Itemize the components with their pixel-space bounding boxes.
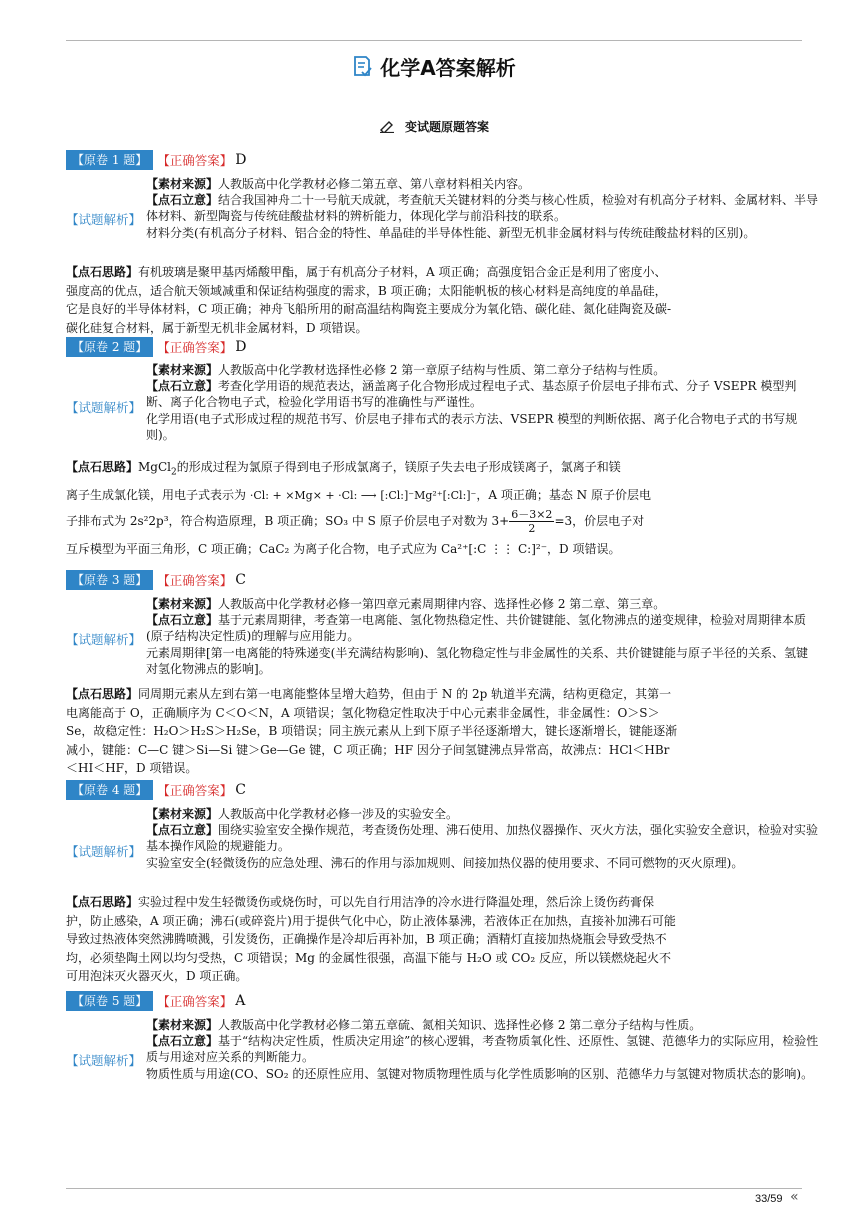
page-number: 33/59	[755, 1193, 783, 1205]
question-header	[66, 150, 247, 170]
pen-icon	[379, 119, 395, 133]
electron-formula-product: [:Cl:]⁻Mg²⁺[:Cl:]⁻	[380, 489, 477, 502]
answer-value: A	[235, 993, 246, 1009]
answer-value: D	[235, 339, 247, 355]
analysis-body: 【素材来源】人教版高中化学教材选择性必修 2 第一章原子结构与性质、第二章分子结构与性质。 【点石立意】考查化学用语的规范表达，涵盖离子化合物形成过程电子式、基态原子价层电子排布式、分子 VSEPR 模型判断、离子化合物电子式，检验化学用语书写的准确性与严谨性。 化学用语(电子式形成过程的规范书写、价层电子排布式的表示方法、VSEPR 模型的判断依据、离子化合物电子式的书写规则)。	[146, 363, 798, 442]
footer-rule	[66, 1188, 802, 1189]
answer-label: 【正确答案】	[157, 573, 233, 588]
think-paragraph: 【点石思路】同周期元素从左到右第一电离能整体呈增大趋势，但由于 N 的 2p 轨道半充满，结构更稳定，其第一电离能高于 O，正确顺序为 C＜O＜N，A 项错误；氢化物稳定性取决于中心元素非金属性，非金属性：O＞S＞Se，故稳定性：H₂O＞H₂S＞H₂Se，B 项错误；同主族元素从上到下原子半径逐渐增大，键长逐渐增长，键能逐渐减小，键能：C—C 键＞Si—Si 键＞Ge—Ge 键，C 项正确；HF 因分子间氢键沸点异常高，故沸点：HCl＜HBr＜HI＜HF，D 项错误。	[66, 687, 678, 775]
question-label: 【原卷 1 题】	[66, 150, 153, 170]
back-arrow-icon[interactable]: «	[790, 1189, 799, 1205]
think-paragraph: 【点石思路】有机玻璃是聚甲基丙烯酸甲酯，属于有机高分子材料，A 项正确；高强度铝合金正是利用了密度小、强度高的优点，适合航天领域减重和保证结构强度的需求，B 项正确；太阳能帆板的核心材料是高纯度的单晶硅，它是良好的半导体材料，C 项正确；神舟飞船所用的耐高温结构陶瓷主要成分为氧化锆、碳化硅、氮化硅陶瓷及碳-碳化硅复合材料，属于新型无机非金属材料，D 项错误。	[66, 265, 672, 335]
section-subtitle: 变试题原题答案	[0, 118, 868, 135]
question-header	[66, 570, 246, 590]
think-line: 离子生成氯化镁，用电子式表示为 ·Cl: + ×Mg× + ·Cl: ⟶ [:Cl:]⁻Mg²⁺[:Cl:]⁻，A 项正确；基态 N 原子价层电	[66, 488, 651, 502]
analysis-body: 【素材来源】人教版高中化学教材必修一第四章元素周期律内容、选择性必修 2 第二章、第三章。 【点石立意】基于元素周期律，考查第一电离能、氢化物热稳定性、共价键键能、氢化物沸点的递变规律，检验对周期律本质(原子结构决定性质)的理解与应用能力。 元素周期律[第一电离能的特殊递变(半充满结构影响)、氢化物稳定性与非金属性的关系、共价键键能与原子半径的关系、氢键对氢化物沸点的影响]。	[146, 597, 809, 676]
answer-label: 【正确答案】	[157, 783, 233, 798]
header-rule	[66, 40, 802, 41]
analysis-label: 【试题解析】	[66, 844, 142, 859]
answer-value: C	[235, 572, 246, 588]
question-label: 【原卷 2 题】	[66, 337, 153, 357]
answer-value: C	[235, 782, 246, 798]
electron-formula: ·Cl: + ×Mg× + ·Cl: ⟶	[249, 489, 377, 502]
analysis-body: 【素材来源】人教版高中化学教材必修二第五章、第八章材料相关内容。 【点石立意】结合我国神舟二十一号航天成就，考查航天关键材料的分类与核心性质，检验对有机高分子材料、金属材料、半导体材料、新型陶瓷与传统硅酸盐材料的辨析能力，体现化学与前沿科技的联系。 材料分类(有机高分子材料、铝合金的特性、单晶硅的半导体性能、新型无机非金属材料与传统硅酸盐材料的区别)。	[146, 177, 819, 240]
analysis-label: 【试题解析】	[66, 400, 142, 415]
question-label: 【原卷 5 题】	[66, 991, 153, 1011]
analysis-label: 【试题解析】	[66, 1053, 142, 1068]
analysis-body: 【素材来源】人教版高中化学教材必修一涉及的实验安全。 【点石立意】围绕实验室安全操作规范，考查烫伤处理、沸石使用、加热仪器操作、灭火方法，强化实验安全意识，检验对实验基本操作风险的规避能力。 实验室安全(轻微烫伤的应急处理、沸石的作用与添加规则、间接加热仪器的使用要求、不同可燃物的灭火原理)。	[146, 807, 819, 870]
think-line: 互斥模型为平面三角形，C 项正确；CaC₂ 为离子化合物，电子式应为 Ca²⁺[:C ⋮⋮ C:]²⁻，D 项错误。	[66, 542, 621, 556]
answer-label: 【正确答案】	[157, 340, 233, 355]
question-header	[66, 337, 247, 357]
question-label: 【原卷 4 题】	[66, 780, 153, 800]
page-title: 化学A答案解析	[0, 52, 868, 81]
answer-value: D	[235, 152, 247, 168]
document-check-icon	[352, 55, 372, 79]
analysis-label: 【试题解析】	[66, 632, 142, 647]
answer-label: 【正确答案】	[157, 994, 233, 1009]
question-header	[66, 780, 246, 800]
think-line: 【点石思路】MgCl$_2$的形成过程为氯原子得到电子形成氯离子，镁原子失去电子形成镁离子，氯离子和镁	[66, 460, 621, 478]
analysis-body: 【素材来源】人教版高中化学教材必修二第五章硫、氮相关知识、选择性必修 2 第二章分子结构与性质。 【点石立意】基于“结构决定性质，性质决定用途”的核心逻辑，考查物质氧化性、还原性、氢键、范德华力的实际应用，检验性质与用途对应关系的判断能力。 物质性质与用途(CO、SO₂ 的还原性应用、氢键对物质物理性质与化学性质影响的区别、范德华力与氢键对物质状态的影响)。	[146, 1018, 819, 1081]
answer-label: 【正确答案】	[157, 153, 233, 168]
question-header	[66, 991, 245, 1011]
think-line: 子排布式为 2s²2p³，符合构造原理，B 项正确；SO₃ 中 S 原子价层电子对数为 3+ $\frac{6-3\times 2}{2}$ =3，价层电子对	[66, 508, 645, 535]
question-label: 【原卷 3 题】	[66, 570, 153, 590]
analysis-label: 【试题解析】	[66, 212, 142, 227]
think-paragraph: 【点石思路】实验过程中发生轻微烫伤或烧伤时，可以先自行用洁净的冷水进行降温处理，然后涂上烫伤药膏保护，防止感染，A 项正确；沸石(或碎瓷片)用于提供气化中心，防止液体暴沸，若液体正在加热，直接补加沸石可能导致过热液体突然沸腾喷溅，引发烫伤，正确操作是冷却后再补加，B 项正确；酒精灯直接加热烧瓶会导致受热不均，必须垫陶土网以均匀受热，C 项错误；Mg 的金属性很强，高温下能与 H₂O 或 CO₂ 反应，所以镁燃烧起火不可用泡沫灭火器灭火，D 项正确。	[66, 895, 676, 983]
fraction: $\frac{6-3\times 2}{2}$	[511, 508, 553, 535]
